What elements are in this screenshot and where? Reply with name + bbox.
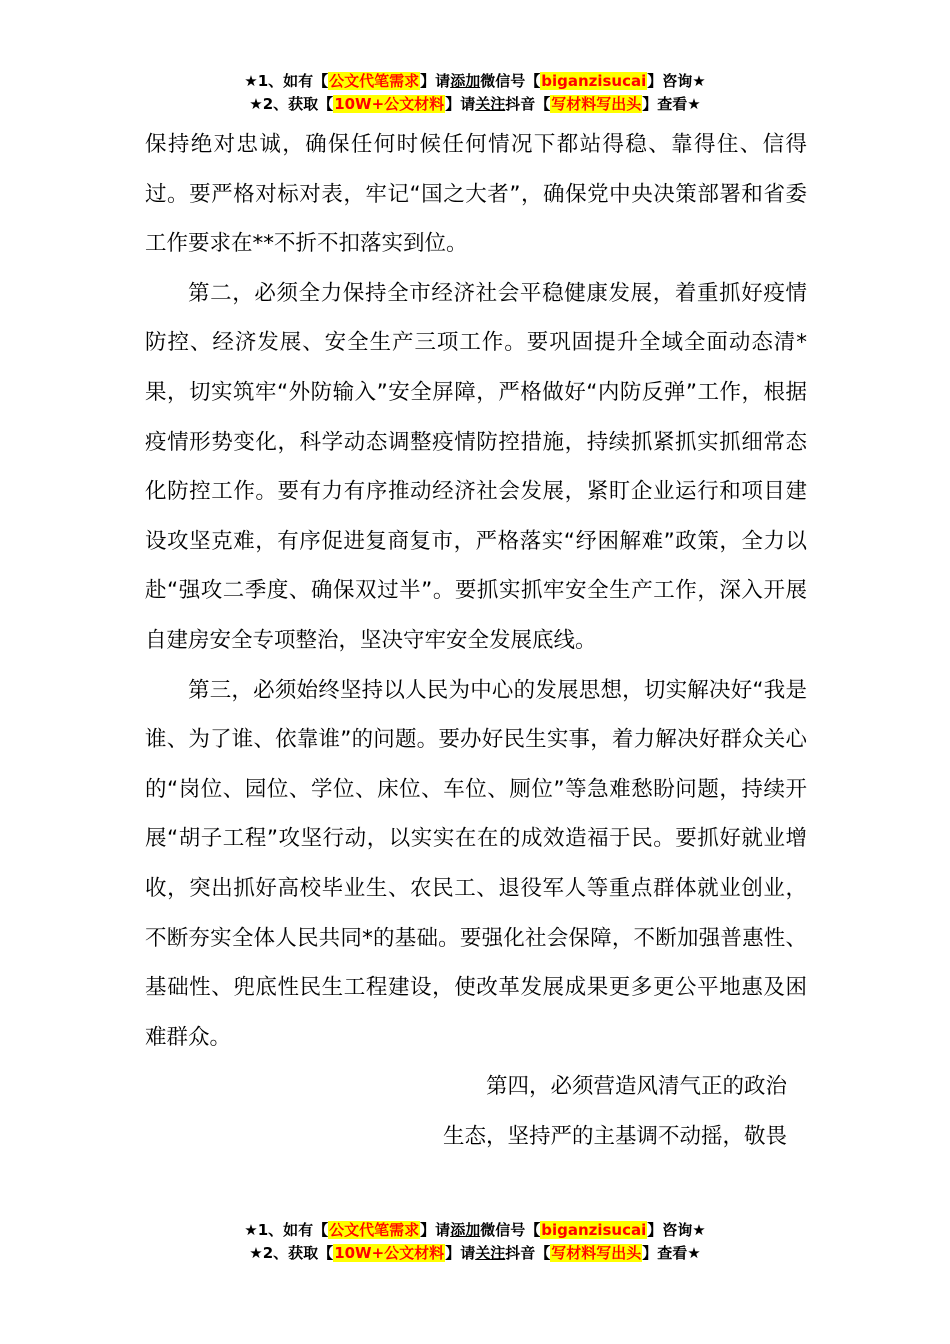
paragraph: 第二，必须全力保持全市经济社会平稳健康发展，着重抓好疫情防控、经济发展、安全生产三项工作。要巩固提升全域全面动态清*果，切实筑牢“外防输入”安全屏障，严格做好“内防反弹”工作，根据疫情形势变化，科学动态调整疫情防控措施，持续抓紧抓实抓细常态化防控工作。要有力有序推动经济社会发展，紧盯企业运行和项目建设攻坚克难，有序促进复商复市，严格落实“纾困解难”政策，全力以赴“强攻二季度、确保双过半”。要抓实抓牢安全生产工作，深入开展自建房安全专项整治，坚决守牢安全发展底线。 (145, 280, 807, 653)
banner-highlight: 10W+公文材料 (334, 95, 445, 113)
banner-underline: 添加 (450, 72, 481, 90)
banner-text: ★2、获取【 (249, 95, 334, 113)
document-body (145, 120, 807, 1161)
banner-highlight: 10W+公文材料 (334, 1244, 445, 1262)
banner-text: 】请 (420, 1221, 451, 1239)
banner-text: 】咨询★ (647, 72, 706, 90)
banner-text: 】请 (420, 72, 451, 90)
banner-highlight: 写材料写出头 (551, 95, 642, 113)
banner-text: ★1、如有【 (244, 72, 329, 90)
paragraph: 保持绝对忠诚，确保任何时候任何情况下都站得稳、靠得住、信得过。要严格对标对表，牢记“国之大者”，确保党中央决策部署和省委工作要求在**不折不扣落实到位。 (145, 132, 807, 257)
banner-line-2 (0, 1242, 950, 1265)
banner-text: 】查看★ (642, 95, 701, 113)
banner-text: ★1、如有【 (244, 1221, 329, 1239)
banner-underline: 添加 (450, 1221, 481, 1239)
banner-highlight: 公文代笔需求 (329, 72, 420, 90)
banner-highlight: 写材料写出头 (551, 1244, 642, 1262)
banner-line-1 (0, 70, 950, 93)
banner-text: ★2、获取【 (249, 1244, 334, 1262)
banner-line-2 (0, 93, 950, 116)
paragraph-line: 第四，必须营造风清气正的政治 (485, 1074, 787, 1100)
banner-text: 】请 (445, 1244, 476, 1262)
banner-text: 抖音【 (505, 95, 551, 113)
banner-text: 】咨询★ (647, 1221, 706, 1239)
paragraph-line: 生态，坚持严的主基调不动摇，敬畏 (442, 1123, 787, 1149)
banner-text: 微信号【 (480, 1221, 541, 1239)
banner-underline: 关注 (475, 1244, 506, 1262)
header-banner (0, 70, 950, 116)
banner-text: 】请 (445, 95, 476, 113)
banner-highlight: 公文代笔需求 (329, 1221, 420, 1239)
banner-text: 】查看★ (642, 1244, 701, 1262)
banner-highlight: biganzisucai (541, 1221, 647, 1239)
banner-underline: 关注 (475, 95, 506, 113)
footer-banner (0, 1219, 950, 1265)
paragraph: 第三，必须始终坚持以人民为中心的发展思想，切实解决好“我是谁、为了谁、依靠谁”的问题。要办好民生实事，着力解决好群众关心的“岗位、园位、学位、床位、车位、厕位”等急难愁盼问题，持续开展“胡子工程”攻坚行动，以实实在在的成效造福于民。要抓好就业增收，突出抓好高校毕业生、农民工、退役军人等重点群体就业创业，不断夯实全体人民共同*的基础。要强化社会保障，不断加强普惠性、基础性、兜底性民生工程建设，使改革发展成果更多更公平地惠及困难群众。 (145, 677, 807, 1050)
banner-text: 微信号【 (480, 72, 541, 90)
banner-highlight: biganzisucai (541, 72, 647, 90)
banner-text: 抖音【 (505, 1244, 551, 1262)
banner-line-1 (0, 1219, 950, 1242)
